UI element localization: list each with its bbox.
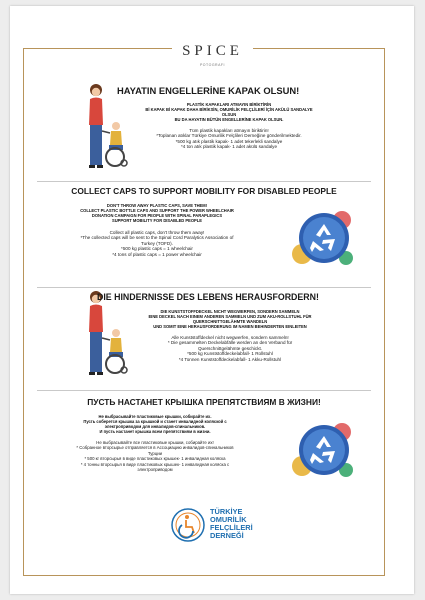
text-line: *4 Tonnen Kunststoffdeckelabfall- 1 Akku-Rollstuhl xyxy=(178,356,282,362)
bold-line: EINE DECKEL NACH EINEM ANDEREN SAMMELN UND ZUM AKU-ROLLSTUHL FÜR xyxy=(148,314,312,319)
section-divider xyxy=(37,181,371,182)
text-line: *500 kg plastic caps = 1 wheelchair xyxy=(121,246,193,252)
text-line: *4 tons of plastic caps = 1 power wheelchair xyxy=(112,251,202,257)
text-line: Collect all plastic caps, don't throw them away! xyxy=(109,230,205,235)
bold-line: Пусть соберется крышка за крышкой и станет инвалидной коляской с xyxy=(83,419,227,424)
text-line: Турции xyxy=(147,450,163,456)
recycle-icon-1 xyxy=(290,206,356,270)
bold-line: PLASTİK KAPAKLARI ATMAYIN BİRİKTİRİN xyxy=(186,102,272,107)
bold-line: И пусть настанет крышка всем препятствиям в жизни. xyxy=(99,429,211,434)
bold-line: SUPPORT MOBILITY FOR DISABLED PEOPLE xyxy=(112,218,202,223)
heading-russian: ПУСТЬ НАСТАНЕТ КРЫШКА ПРЕПЯТСТВИЯМ В ЖИЗНИ! xyxy=(87,397,321,407)
text-line: Alle Kunststoffdeckel nicht wegwerfen, sondern sammeln! xyxy=(171,335,289,340)
bold-line: OLSUN xyxy=(221,112,237,117)
text-line: Querschnittgelähmte geschickt. xyxy=(197,345,263,351)
text-line: электроприводом xyxy=(137,467,173,473)
bold-line: Bİ KAPAK Bİ KAPAK DAHA BİRİKSİN, OMURİLİK FELÇLİLERİ İÇİN AKÜLÜ SANDALYE xyxy=(145,107,313,112)
section-german xyxy=(37,292,371,362)
bold-line: BU DA HAYATIN BÜTÜN ENGELLERİNE KAPAK OLSUN. xyxy=(174,117,284,122)
organization-name xyxy=(210,508,253,540)
section-divider xyxy=(37,390,371,391)
org-name-line: OMURİLİK xyxy=(210,515,247,525)
bold-line: электроприводом для инвалидов-спинальников. xyxy=(104,424,206,429)
text-line: *4 ton atık plastik kapak- 1 adet akülü sandalye xyxy=(180,144,278,150)
bold-line: DONATION CAMPAIGN FOR PEOPLE WITH SPINAL PARAPLEGICS xyxy=(91,213,223,218)
text-line: *500 kg atık plastik kapak- 1 adet tekerlekli sandalye xyxy=(175,138,283,144)
heading-english: COLLECT CAPS TO SUPPORT MOBILITY FOR DISABLED PEOPLE xyxy=(71,186,337,196)
text-line: *500 kg Kunststoffdeckelabfall- 1 Rollstuhl xyxy=(187,351,273,357)
org-name-line: TÜRKİYE xyxy=(210,507,243,516)
section-turkish xyxy=(37,85,371,150)
bold-line: DON'T THROW AWAY PLASTIC CAPS, SAVE THEM! xyxy=(106,203,208,208)
bold-line: DIE KUNSTSTOFFDECKEL NICHT WEGWERFEN, SONDERN SAMMELN xyxy=(160,309,300,314)
text-line: * Die gesammelten Deckelabfälle werden an den Verband für xyxy=(167,340,293,346)
text-line: * 500 кг вторсырья в виде пластиковых крышек- 1 инвалидная коляска xyxy=(84,456,226,462)
brand-logo xyxy=(0,38,425,68)
bold-line: COLLECT PLASTIC BOTTLE CAPS AND SUPPORT THE POWER WHEELCHAIR xyxy=(80,208,234,213)
text-line: Turkey (TOFD). xyxy=(141,240,173,246)
brand-tagline: POTOGRAFI xyxy=(199,63,226,67)
bold-line: QUERSCHNITTGELÄHMTE WANDELN xyxy=(192,319,268,324)
text-line: * 4 тонны вторсырья в виде пластиковых крышек- 1 инвалидная коляска с xyxy=(80,461,230,467)
brand-name: SPICE xyxy=(172,43,253,60)
text-line: *The collected caps will be sent to the Spinal Cord Paralytics Association of xyxy=(80,235,234,241)
org-name-line: FELÇLİLERİ xyxy=(210,523,253,533)
heading-turkish: HAYATIN ENGELLERİNE KAPAK OLSUN! xyxy=(117,85,300,96)
org-name-line: DERNEĞİ xyxy=(210,531,244,541)
bold-line: Не выбрасывайте пластиковые крышки, собирайте их. xyxy=(98,414,212,419)
recycle-icon-2 xyxy=(290,418,356,482)
text-line: *Toplanan atıklar Türkiye Omurilik Felçlileri Derneğine gönderilmektedir. xyxy=(156,133,302,139)
text-line: Tüm plastik kapakları atmayın biriktirin! xyxy=(189,128,269,133)
heading-german: DIE HINDERNISSE DES LEBENS HERAUSFORDERN! xyxy=(97,292,319,302)
tofd-logo xyxy=(171,508,205,542)
text-line: * Собранное вторсырье отправляется в Ассоциацию инвалидов-спинальников xyxy=(76,445,234,451)
bold-line: UND SOMIT EINE HERAUSFORDERUNG IM NAMEN BEHINDERTEN EINLEITEN xyxy=(153,324,307,329)
text-line: Не выбрасывайте все пластиковые крышки, собирайте их! xyxy=(96,440,214,445)
